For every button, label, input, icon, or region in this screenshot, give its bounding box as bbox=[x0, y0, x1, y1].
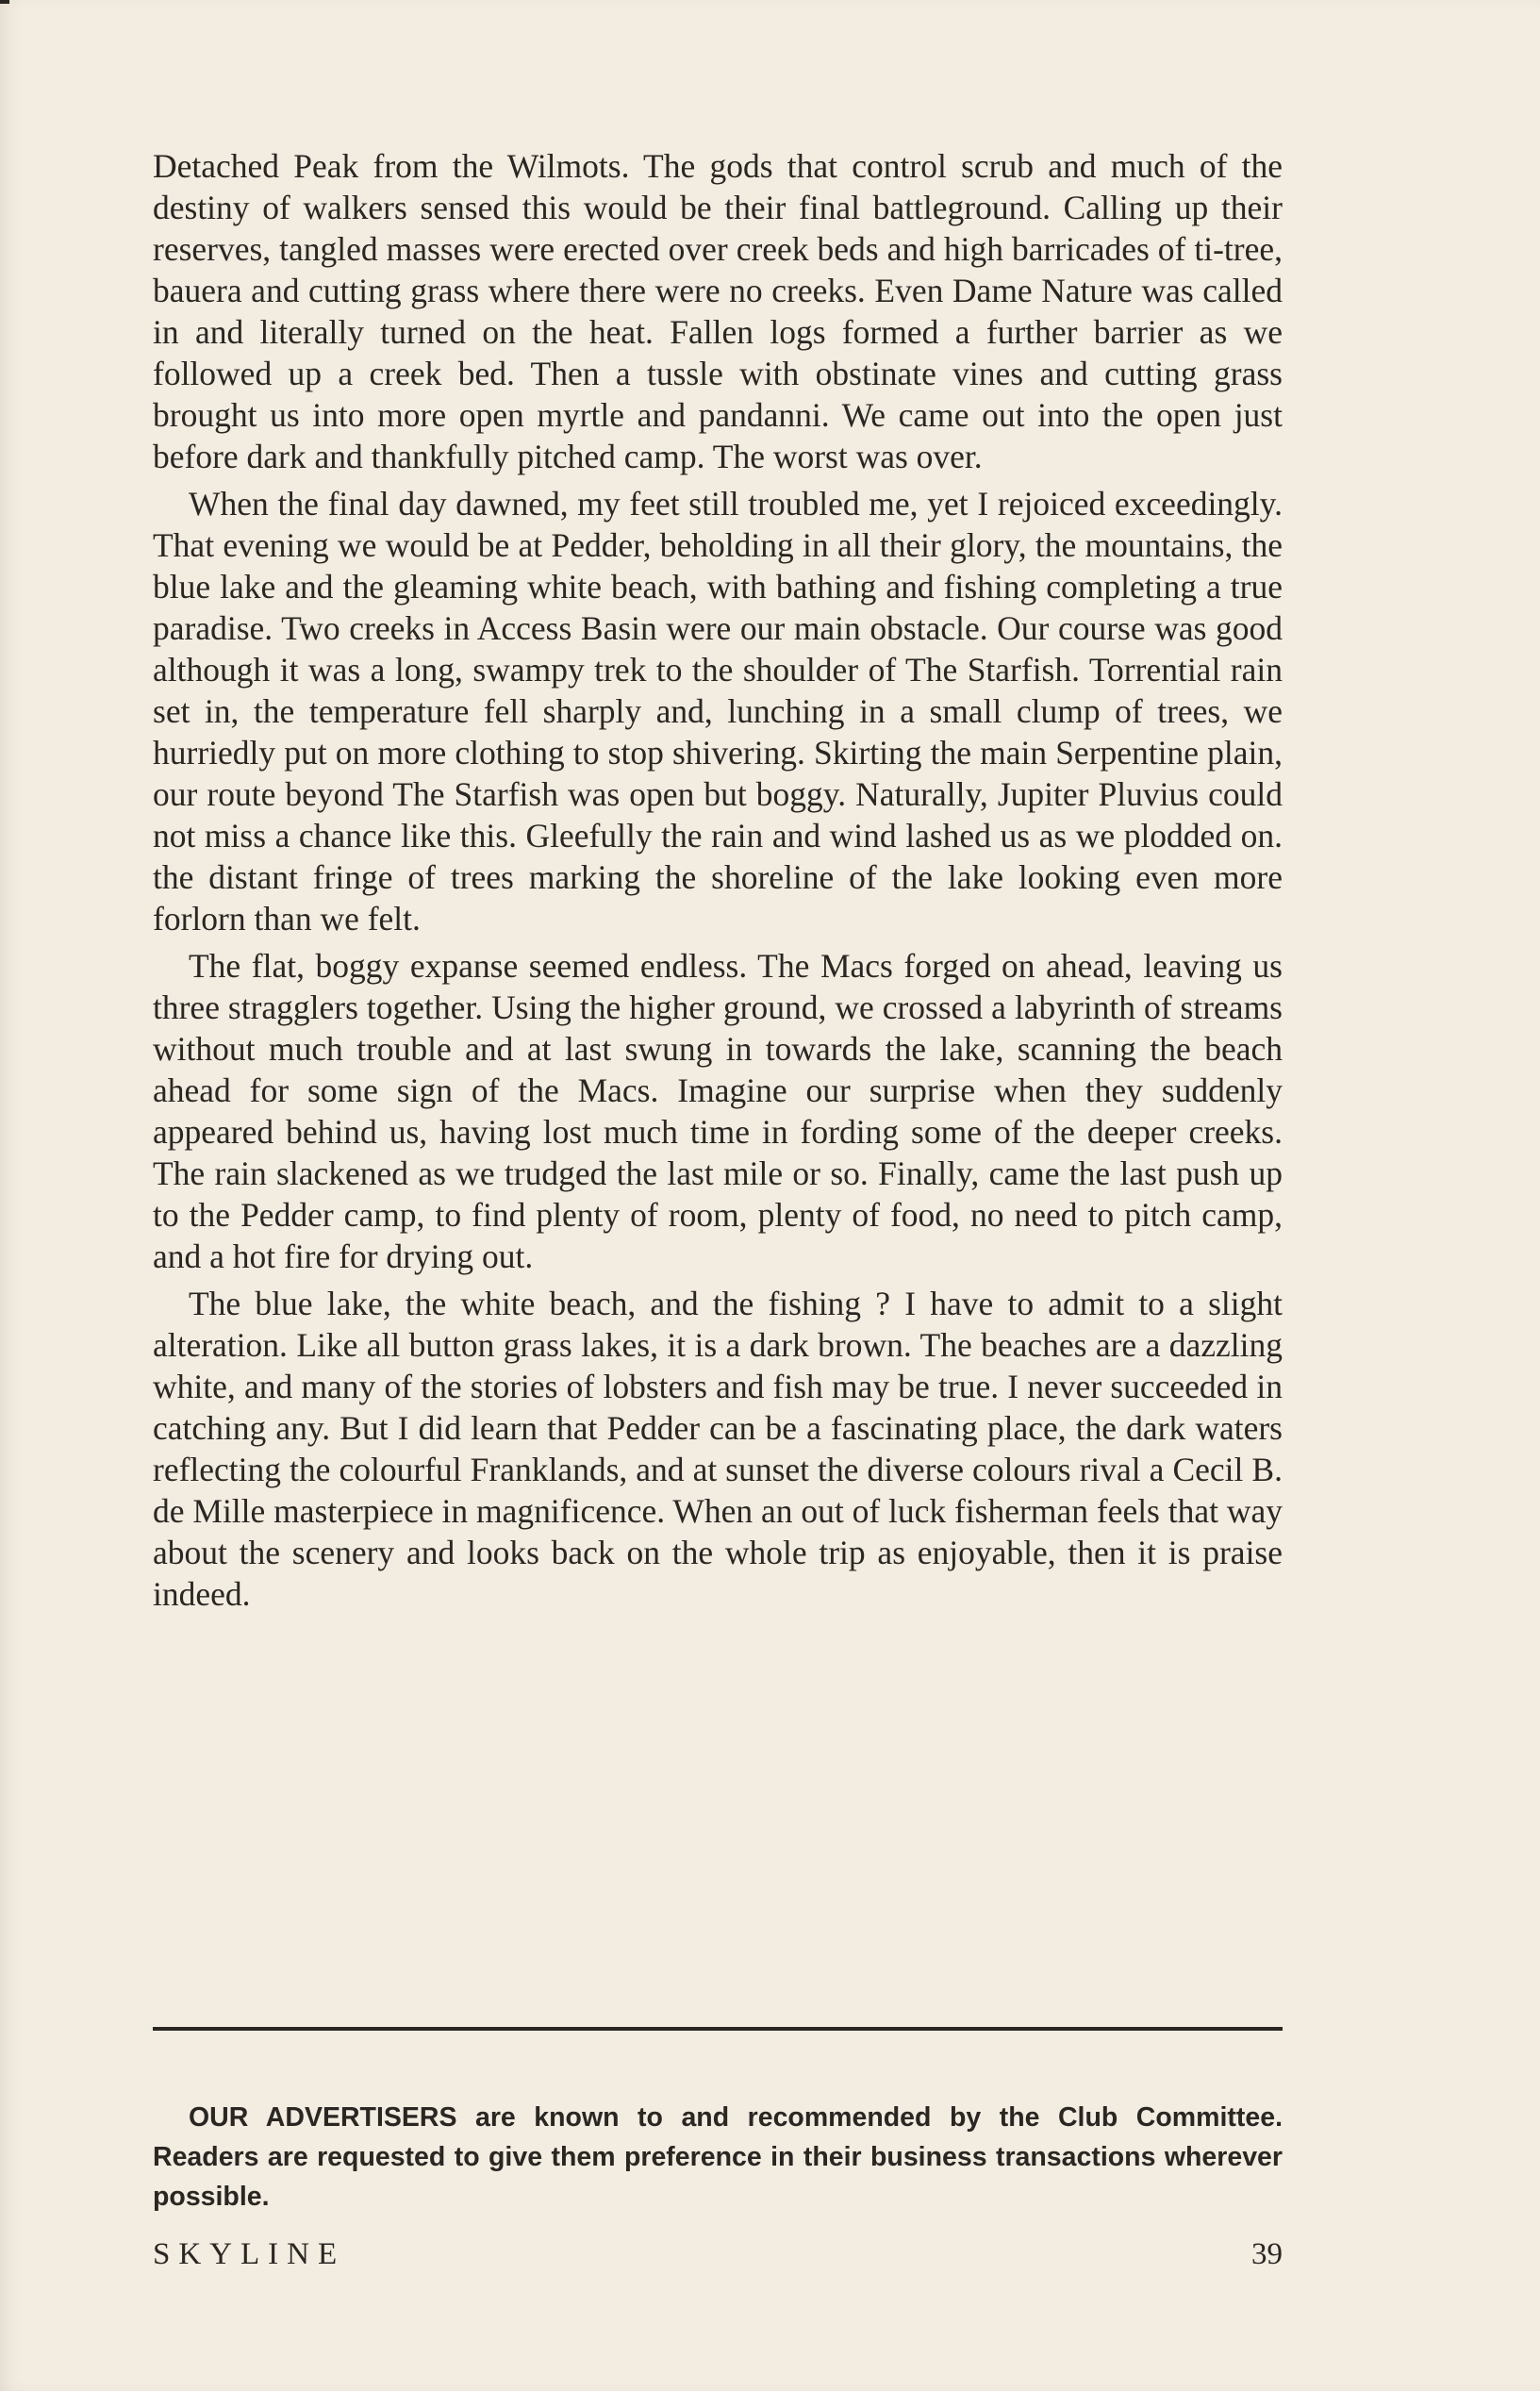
article-paragraph: Detached Peak from the Wilmots. The gods that control scrub and much of the destiny of walkers sensed this would be their final battleground. Calling up their reserves, tangled masses were erected over creek beds and high barricades of ti-tree, bauera and cutting grass where there were no creeks. Even Dame Nature was called in and literally turned on the heat. Fallen logs formed a further barrier as we followed up a creek bed. Then a tussle with obstinate vines and cutting grass brought us into more open myrtle and pandanni. We came out into the open just before dark and thankfully pitched camp. The worst was over. bbox=[153, 147, 1283, 475]
article-body bbox=[153, 145, 1283, 1620]
article-paragraph: When the final day dawned, my feet still troubled me, yet I rejoiced exceedingly. That evening we would be at Pedder, beholding in all their glory, the mountains, the blue lake and the gleaming white beach, with bathing and fishing completing a true paradise. Two creeks in Access Basin were our main obstacle. Our course was good although it was a long, swampy trek to the shoulder of The Starfish. Torrential rain set in, the temperature fell sharply and, lunching in a small clump of trees, we hurriedly put on more clothing to stop shivering. Skirting the main Serpentine plain, our route beyond The Starfish was open but boggy. Naturally, Jupiter Pluvius could not miss a chance like this. Gleefully the rain and wind lashed us as we plodded on. the distant fringe of trees marking the shoreline of the lake looking even more forlorn than we felt. bbox=[153, 485, 1283, 938]
page-number: 39 bbox=[1251, 2237, 1283, 2271]
advertisers-notice: OUR ADVERTISERS are known to and recommended by the Club Committee. Readers are requested to give them preference in their business transactions wherever possible. bbox=[153, 2102, 1283, 2212]
article-paragraph: The blue lake, the white beach, and the fishing ? I have to admit to a slight alteration. Like all button grass lakes, it is a dark brown. The beaches are a dazzling white, and many of the stories of lobsters and fish may be true. I never succeeded in catching any. But I did learn that Pedder can be a fascinating place, the dark waters reflecting the colourful Franklands, and at sunset the diverse colours rival a Cecil B. de Mille masterpiece in magnificence. When an out of luck fisherman feels that way about the scenery and looks back on the whole trip as enjoyable, then it is praise indeed. bbox=[153, 1285, 1283, 1613]
article-paragraph: The flat, boggy expanse seemed endless. The Macs forged on ahead, leaving us three stragglers together. Using the higher ground, we crossed a labyrinth of streams without much trouble and at last swung in towards the lake, scanning the beach ahead for some sign of the Macs. Imagine our surprise when they suddenly appeared behind us, having lost much time in fording some of the deeper creeks. The rain slackened as we trudged the last mile or so. Finally, came the last push up to the Pedder camp, to find plenty of room, plenty of food, no need to pitch camp, and a hot fire for drying out. bbox=[153, 947, 1283, 1275]
section-divider bbox=[153, 2027, 1283, 2031]
corner-mark bbox=[0, 0, 9, 4]
journal-name: SKYLINE bbox=[153, 2237, 346, 2271]
